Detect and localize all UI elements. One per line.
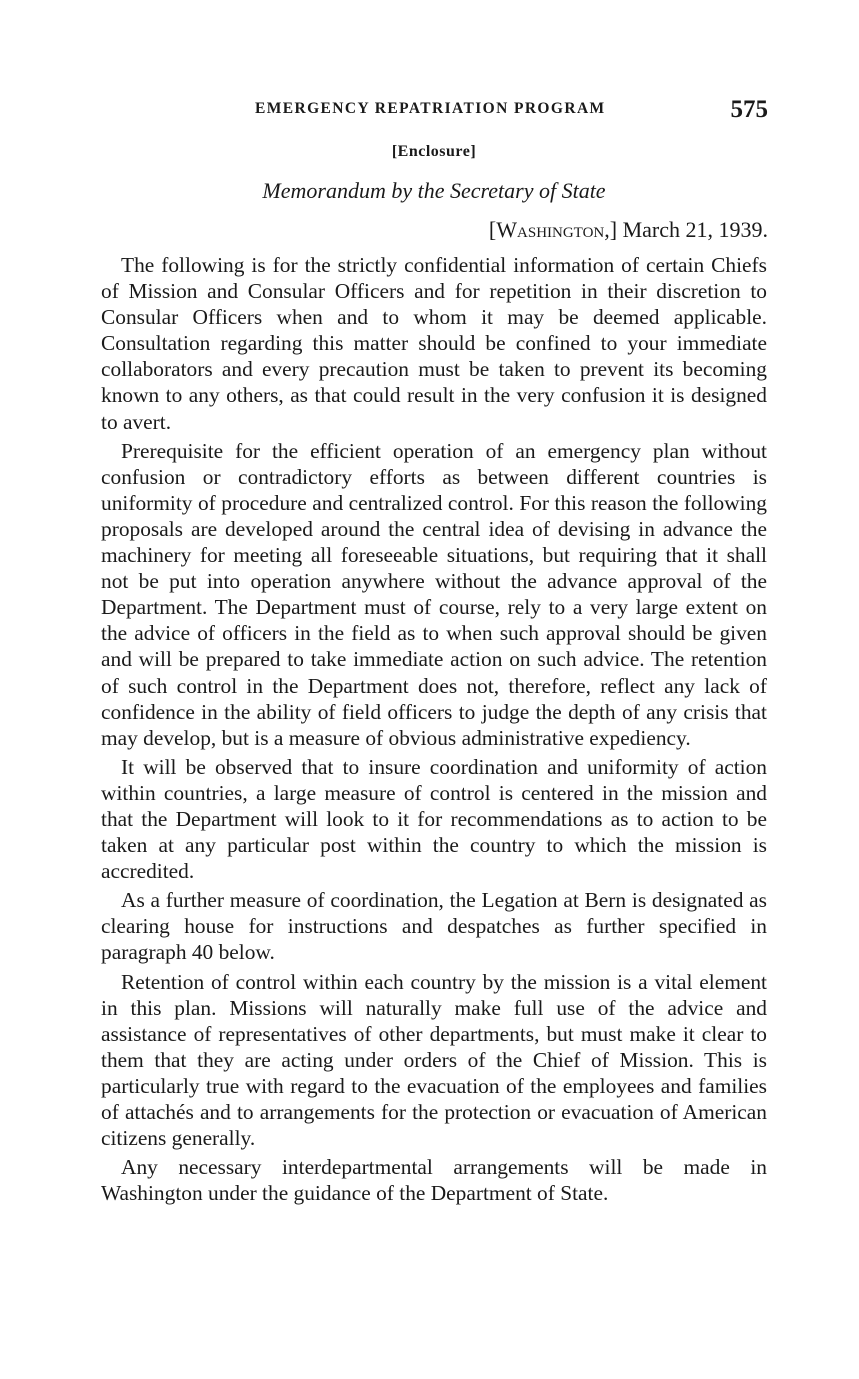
dateline-place: [Washington,] xyxy=(488,217,618,242)
enclosure-label: [Enclosure] xyxy=(391,143,477,160)
memo-body xyxy=(101,252,767,1209)
dateline-date: March 21, 1939. xyxy=(622,217,768,242)
page-number: 575 xyxy=(730,96,768,123)
paragraph: Retention of control within each country by the mission is a vital element in this plan. Missions will naturally make full use of the advice and assistance of representatives of other departments, but must make it clear to them that they are acting under orders of the Chief of Mission. This is particularly true with regard to the evacuation of the employees and families of attachés and to arrangements for the protection or evacuation of American citizens generally. xyxy=(101,969,767,1151)
paragraph: The following is for the strictly confidential information of certain Chiefs of Mission and Consular Officers and for repetition in their discretion to Consular Officers when and to whom it may be deemed applicable. Consultation regarding this matter should be confined to your immediate collaborators and every precaution must be taken to prevent its becoming known to any others, as that could result in the very confusion it is designed to avert. xyxy=(101,253,767,434)
dateline xyxy=(489,217,768,243)
running-head xyxy=(100,96,768,124)
paragraph: Prerequisite for the efficient operation of an emergency plan without confusion or contradictory efforts as between different countries is uniformity of procedure and centralized control. For this reason the following proposals are developed around the central idea of devising in advance the machinery for meeting all foreseeable situations, but requiring that it shall not be put into operation anywhere without the advance approval of the Department. The Department must of course, rely to a very large extent on the advice of officers in the field as to when such approval should be given and will be prepared to take immediate action on such advice. The retention of such control in the Department does not, therefore, reflect any lack of confidence in the ability of field officers to judge the depth of any crisis that may develop, but is a measure of obvious administrative expediency. xyxy=(101,438,767,750)
paragraph: Any necessary interdepartmental arrangements will be made in Washington under the guidance of the Department of State. xyxy=(101,1155,767,1206)
paragraph: As a further measure of coordination, the Legation at Bern is designated as clearing house for instructions and despatches as further specified in paragraph 40 below. xyxy=(101,888,767,965)
paragraph: It will be observed that to insure coordination and uniformity of action within countries, a large measure of control is centered in the mission and that the Department will look to it for recommendations as to action to be taken at any particular post within the country to which the mission is accredited. xyxy=(101,754,767,884)
memo-title: Memorandum by the Secretary of State xyxy=(262,178,606,203)
running-title: EMERGENCY REPATRIATION PROGRAM xyxy=(255,100,606,117)
